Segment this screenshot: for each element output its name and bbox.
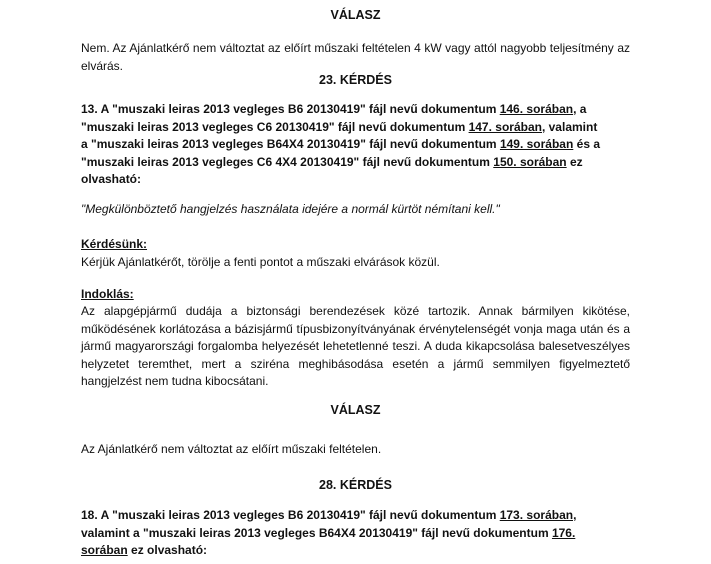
question-fragment: valamint a "muszaki leiras 2013 vegleges B64X4 20130419" fájl nevű dokumentum (81, 525, 552, 540)
row-reference: 146. sorában (499, 102, 574, 116)
row-reference: 176. (551, 525, 576, 540)
question-fragment: 13. A "muszaki leiras 2013 vegleges B6 20130419" fájl nevű dokumentum (81, 102, 500, 116)
question-fragment: és a (573, 137, 601, 151)
request-label: Kérdésünk: (81, 237, 148, 251)
question-text-28 (81, 507, 630, 560)
question-fragment: "muszaki leiras 2013 vegleges C6 20130419" fájl nevű dokumentum (81, 119, 469, 134)
question-fragment: "muszaki leiras 2013 vegleges C6 4X4 20130419" fájl nevű dokumentum (81, 154, 494, 169)
question-heading-28: 28. KÉRDÉS (319, 478, 392, 492)
question-line (81, 542, 630, 560)
answer-text-1: Nem. Az Ajánlatkérő nem változtat az előírt műszaki feltételen 4 kW vagy attól nagyobb teljesítmény az elvárás. (81, 41, 630, 73)
reason-text: Az alapgépjármű dudája a biztonsági berendezések közé tartozik. Annak bármilyen kikötése, működésének korlátozása a bázisjármű típusbizonyítványának érvénytelenségét vonja maga után és a jármű magyarországi forgalomba helyezését lehetetlenné teszi. A duda kikapcsolása balesetveszélyes helyzetet teremthet, mert a sziréna meghibásodása esetén a jármű semmilyen figyelmeztető hangjelzést nem tudna kibocsátani. (81, 304, 630, 388)
question-text-23 (81, 101, 630, 189)
question-line (81, 507, 630, 525)
row-reference: 150. sorában (493, 154, 567, 169)
quoted-requirement: "Megkülönböztető hangjelzés használata idejére a normál kürtöt némítani kell." (81, 202, 500, 216)
question-heading-23: 23. KÉRDÉS (319, 73, 392, 87)
question-line (81, 154, 630, 172)
question-fragment: olvasható: (81, 172, 142, 186)
question-fragment: , a (573, 102, 587, 116)
question-line (81, 171, 630, 189)
question-fragment: 18. A "muszaki leiras 2013 vegleges B6 20130419" fájl nevű dokumentum (81, 508, 500, 522)
answer-text-2: Az Ajánlatkérő nem változtat az előírt műszaki feltételen. (81, 442, 382, 456)
question-fragment: valamint (545, 119, 598, 134)
question-fragment: a "muszaki leiras 2013 vegleges B64X4 20130419" fájl nevű dokumentum (81, 137, 500, 151)
row-reference: sorában (81, 543, 128, 557)
question-line (81, 525, 630, 543)
question-line (81, 119, 630, 137)
row-reference: 147. sorában, (468, 119, 546, 134)
question-fragment: ez (566, 154, 583, 169)
answer-heading-1: VÁLASZ (330, 8, 381, 22)
request-text: Kérjük Ajánlatkérőt, törölje a fenti pontot a műszaki elvárások közül. (81, 255, 440, 269)
answer-heading-2: VÁLASZ (330, 403, 381, 417)
row-reference: 173. sorában, (499, 508, 577, 522)
question-fragment: ez olvasható: (127, 543, 208, 557)
row-reference: 149. sorában (499, 137, 574, 151)
reason-label: Indoklás: (81, 287, 134, 301)
question-line (81, 101, 630, 119)
question-line (81, 136, 630, 154)
